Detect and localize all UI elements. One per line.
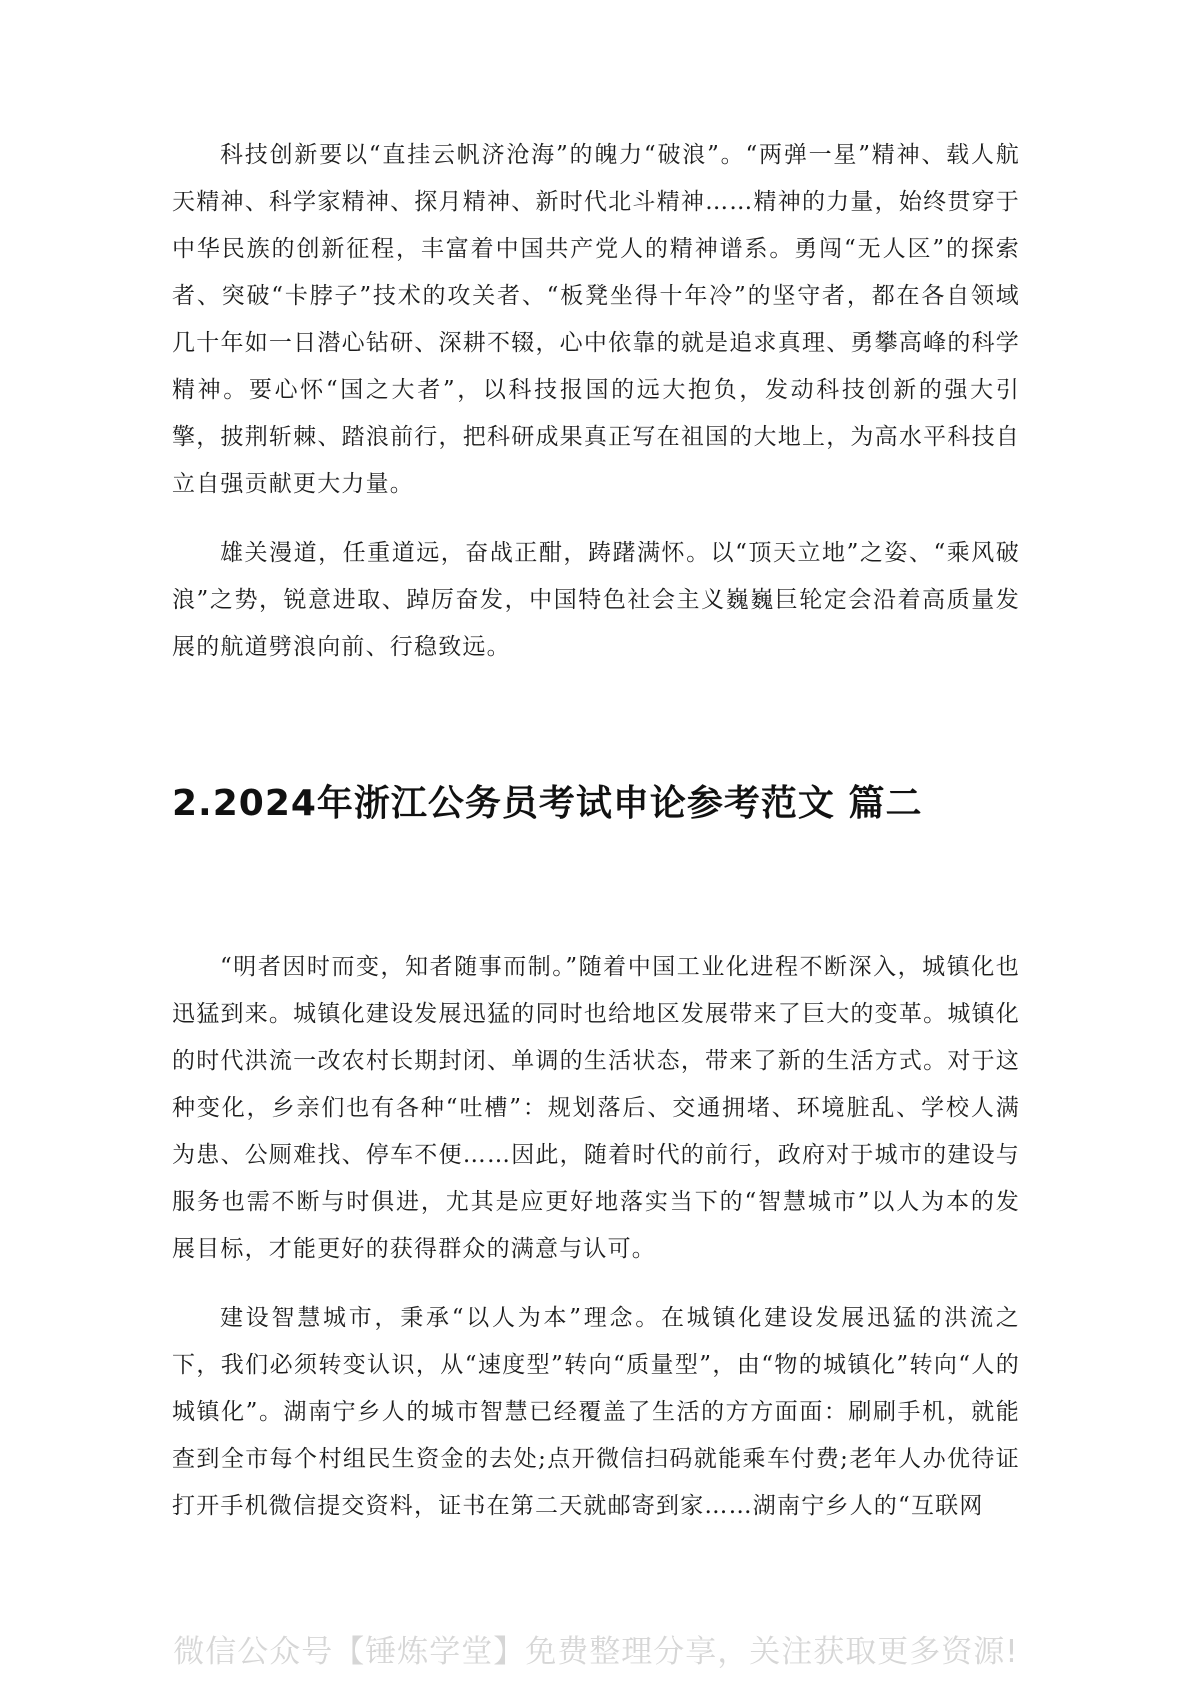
watermark-text: 微信公众号【锤炼学堂】免费整理分享，关注获取更多资源! <box>173 1634 1019 1670</box>
section-heading: 2.2024年浙江公务员考试申论参考范文 篇二 <box>172 783 923 824</box>
paragraph-smart-city: 建设智慧城市，秉承“以人为本”理念。在城镇化建设发展迅猛的洪流之下，我们必须转变认识，从“速度型”转向“质量型”，由“物的城镇化”转向“人的城镇化”。湖南宁乡人的城市智慧已经覆盖了生活的方方面面：刷刷手机，就能查到全市每个村组民生资金的去处;点开微信扫码就能乘车付费;老年人办优待证打开手机微信提交资料，证书在第二天就邮寄到家……湖南宁乡人的“互联网 <box>172 1305 1020 1519</box>
paragraph-urbanization-intro: “明者因时而变，知者随事而制。”随着中国工业化进程不断深入，城镇化也迅猛到来。城镇化建设发展迅猛的同时也给地区发展带来了巨大的变革。城镇化的时代洪流一改农村长期封闭、单调的生活状态，带来了新的生活方式。对于这种变化，乡亲们也有各种“吐槽”：规划落后、交通拥堵、环境脏乱、学校人满为患、公厕难找、停车不便……因此，随着时代的前行，政府对于城市的建设与服务也需不断与时俱进，尤其是应更好地落实当下的“智慧城市”以人为本的发展目标，才能更好的获得群众的满意与认可。 <box>172 954 1020 1262</box>
paragraph-tech-innovation: 科技创新要以“直挂云帆济沧海”的魄力“破浪”。“两弹一星”精神、载人航天精神、科学家精神、探月精神、新时代北斗精神……精神的力量，始终贯穿于中华民族的创新征程，丰富着中国共产党人的精神谱系。勇闯“无人区”的探索者、突破“卡脖子”技术的攻关者、“板凳坐得十年冷”的坚守者，都在各自领域几十年如一日潜心钻研、深耕不辍，心中依靠的就是追求真理、勇攀高峰的科学精神。要心怀“国之大者”，以科技报国的远大抱负，发动科技创新的强大引擎，披荆斩棘、踏浪前行，把科研成果真正写在祖国的大地上，为高水平科技自立自强贡献更大力量。 <box>172 142 1020 497</box>
section-two-body <box>172 944 1020 1530</box>
paragraph-conclusion: 雄关漫道，任重道远，奋战正酣，踌躇满怀。以“顶天立地”之姿、“乘风破浪”之势，锐意进取、踔厉奋发，中国特色社会主义巍巍巨轮定会沿着高质量发展的航道劈浪向前、行稳致远。 <box>172 540 1020 660</box>
section-one-body <box>172 132 1020 671</box>
